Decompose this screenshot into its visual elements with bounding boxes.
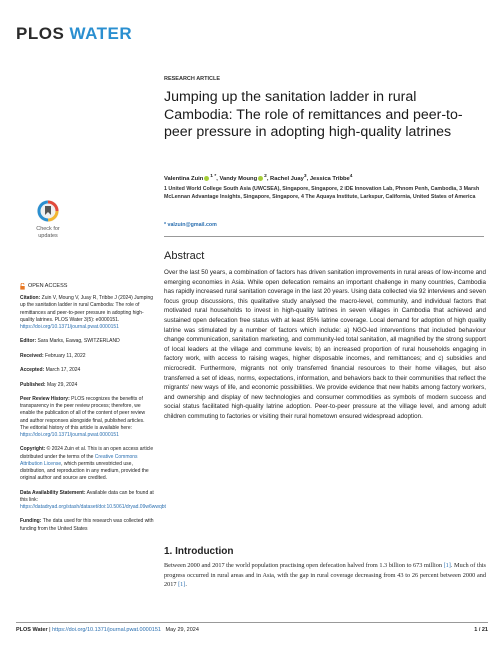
abstract-text: Over the last 50 years, a combination of factors has driven sanitation improvements in rural areas of low-income and emerging economies in Asia. While open defecation remains an important challenge in many countries, Cambodia has rapidly increased rural sanitation coverage in the last 20 years. Using data collected via 92 interviews and seven focus group discussions, this qualitative study analysed the macro-level, community, and individual factors that motivated rural households to invest in high-quality latrines in seven villages in Cambodia that achieved and sustained open defecation free status with at least 85% latrine coverage. Local demand for adoption of high quality latrine was stimulated by a number of factors which include: a) NGO-led interventions that included behaviour change communication, sanitation marketing, and community-led total sanitation, all magnified by the strong support of local leaders at the village and commune levels; b) an increased proportion of rural households engaging in factory work, with access to raising wages, higher disposable incomes, and remittances; and c) subsidies and microcredit. Furthermore, migrants not only transferred financial resources to their home villages, but also transferred a set of ideas, norms, expectations, information, and behaviors back to their communities that reflect the migrants' new ways of life, and economic possibilities. We provide evidence that new habits among factory workers, and ownership and display of new technologies and consumer commodities as symbols of modern success and social status facilitated high-quality latrine adoption. Peer-to-peer pressure at the village level, and among adult children commuting to factories or visiting their rural hometown ensured widespread adoption.	[164, 269, 486, 420]
footer-date: May 29, 2024	[165, 627, 199, 633]
accepted-label: Accepted:	[20, 367, 45, 374]
intro-text-part: .	[185, 581, 187, 589]
published-date: May 29, 2024	[46, 381, 78, 388]
peer-review-label: Peer Review History:	[20, 395, 70, 402]
author-name[interactable]: Vandy Moung	[219, 175, 258, 182]
received-block	[20, 353, 154, 360]
article-info-sidebar	[20, 283, 166, 540]
article-title: Jumping up the sanitation ladder in rural Cambodia: The role of remittances and peer-to-peer pressure in adopting high-quality latrines	[164, 89, 463, 140]
editor-text: Sara Marks, Eawag, SWITZERLAND	[37, 338, 120, 345]
copyright-block	[20, 446, 154, 482]
copyright-text-end: , which permits unrestricted use, distribution, and reproduction in any medium, provided the original author and source are credited.	[20, 460, 149, 482]
citation-label: Citation:	[20, 295, 41, 302]
accepted-block	[20, 367, 154, 374]
peer-review-block	[20, 396, 154, 439]
data-availability-label: Data Availability Statement:	[20, 489, 86, 496]
author-list: Valentina Zuin $^{1 *}$, Vandy Moung $^2$, Rachel Juay$^3$, Jessica Tribbe$^4$	[164, 174, 353, 182]
footer-doi-link[interactable]: https://doi.org/10.1371/journal.pwat.0000151	[52, 627, 161, 633]
affiliations: 1 United World College South Asia (UWCSEA), Singapore, Singapore, 2 iDE Innovation Lab, Phnom Penh, Cambodia, 3 Marsh McLennan Advantage Insights, Singapore, Singapore, 4 The Aquaya Institute, Larkspur, California, United States of America	[164, 186, 480, 200]
peer-review-text: PLOS recognizes the benefits of transparency in the peer review process; therefore, we enable the publication of all of the content of peer review and author responses alongside final, published articles. The editorial history of this article is available here:	[20, 395, 146, 431]
editor-block	[20, 338, 154, 345]
author-affil: 4	[349, 174, 353, 179]
published-block	[20, 382, 154, 389]
copyright-text: © 2024 Zuin et al. This is an open access article distributed under the terms of the	[20, 446, 154, 460]
open-access-label	[20, 283, 154, 290]
introduction-text	[164, 561, 486, 590]
open-lock-icon	[20, 283, 25, 290]
citation-text: Zuin V, Moung V, Juay R, Tribbe J (2024) Jumping up the sanitation ladder in rural Cambodia: The role of remittances and peer-to-peer pressure in adopting high-quality latrines. PLOS Water 3(5): e0000151.	[20, 295, 154, 323]
check-updates-label	[31, 226, 65, 239]
open-access-text: OPEN ACCESS	[28, 283, 68, 289]
corresponding-email[interactable]: * valzuin@gmail.com	[164, 222, 217, 228]
editor-label: Editor:	[20, 338, 37, 345]
check-updates-icon	[37, 200, 59, 222]
footer-citation: PLOS Water | https://doi.org/10.1371/journal.pwat.0000151 May 29, 2024	[16, 627, 199, 633]
author-affil: 1 *	[210, 174, 217, 179]
page-number: 1 / 21	[474, 627, 488, 633]
published-label: Published:	[20, 381, 46, 388]
data-availability-text: Available data can be found at this link:	[20, 489, 154, 503]
funding-label: Funding:	[20, 518, 42, 525]
citation-block	[20, 295, 154, 331]
copyright-label: Copyright:	[20, 446, 46, 453]
peer-review-link[interactable]: https://doi.org/10.1371/journal.pwat.0000151	[20, 431, 119, 438]
footer-divider	[16, 622, 488, 623]
data-availability-link[interactable]: https://datadryad.org/stash/dataset/doi:10.5061/dryad.09w6wwqbt	[20, 503, 166, 510]
footer-journal: PLOS Water	[16, 627, 48, 633]
orcid-icon[interactable]	[204, 176, 209, 181]
data-availability-block	[20, 489, 166, 512]
badge-line-2: updates	[38, 232, 58, 239]
header-divider	[164, 236, 484, 237]
author-name[interactable]: Valentina Zuin	[164, 175, 204, 182]
author-name[interactable]: Jessica Tribbe	[309, 175, 350, 182]
intro-text-part: . Much of this progress occurred in rural areas and in Asia, with the gap in rural coverage decreasing from 43 to 26 percent between 2000 and 2017	[164, 562, 486, 589]
badge-line-1: Check for	[36, 226, 60, 232]
accepted-date: March 17, 2024	[45, 367, 81, 374]
funding-text: The data used for this research was collected with funding from the United States	[20, 518, 154, 532]
author-affil: 3	[303, 174, 307, 179]
received-label: Received:	[20, 352, 44, 359]
reference-link[interactable]: [1]	[178, 581, 186, 589]
license-link[interactable]: Creative Commons Attribution License	[20, 453, 138, 467]
intro-text-part: Between 2000 and 2017 the world population practising open defecation halved from 1.3 billion to 673 million	[164, 562, 444, 569]
journal-logo	[16, 24, 132, 44]
article-type: RESEARCH ARTICLE	[164, 76, 221, 82]
introduction-heading: 1. Introduction	[164, 546, 234, 557]
journal-name-water: WATER	[69, 24, 133, 43]
citation-doi-link[interactable]: https://doi.org/10.1371/journal.pwat.0000151	[20, 324, 119, 331]
orcid-icon[interactable]	[258, 176, 263, 181]
funding-block	[20, 518, 154, 532]
journal-name-plos: PLOS	[16, 24, 65, 43]
abstract-heading: Abstract	[164, 250, 205, 262]
author-affil: 2	[264, 174, 267, 179]
received-date: February 11, 2022	[45, 352, 86, 359]
reference-link[interactable]: [1]	[443, 562, 451, 569]
author-name[interactable]: Rachel Juay	[270, 175, 304, 182]
check-for-updates-badge[interactable]	[31, 200, 65, 244]
